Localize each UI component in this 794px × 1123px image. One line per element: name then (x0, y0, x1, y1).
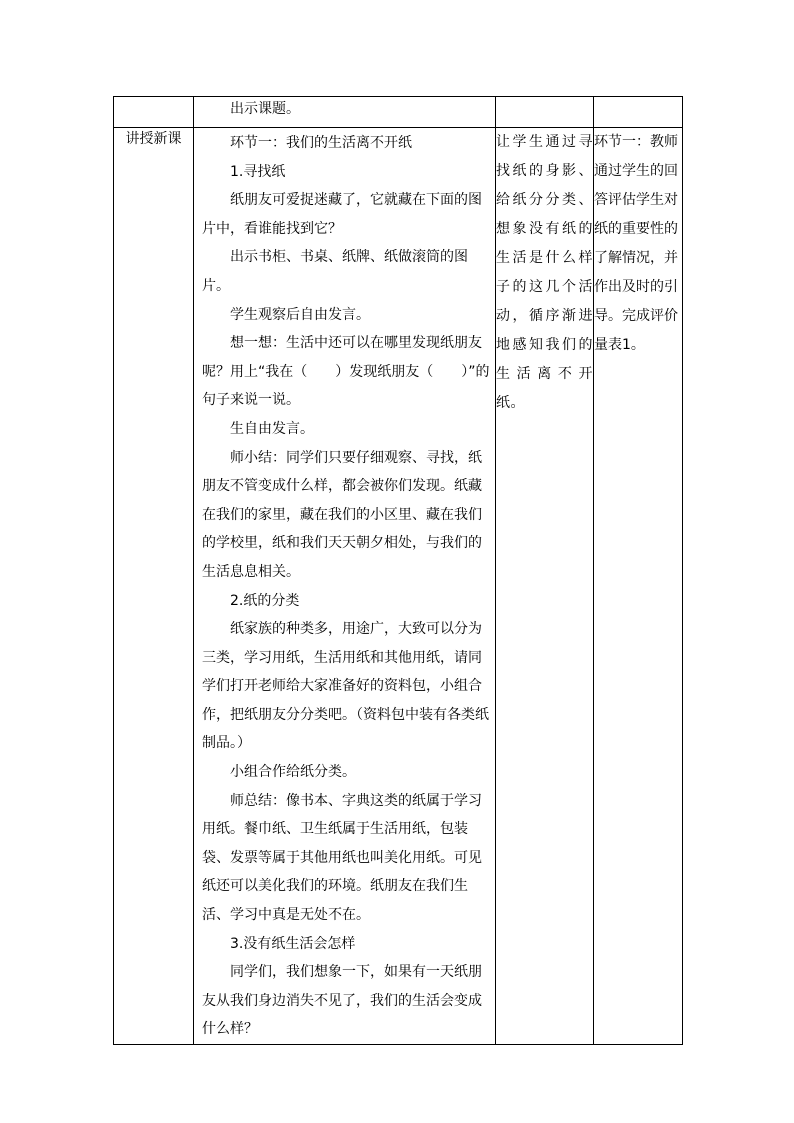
content-paragraph: 纸家族的种类多，用途广，大致可以分为三类，学习用纸，生活用纸和其他用纸，请同学们打开老师给大家准备好的资料包，小组合作，把纸朋友分分类吧。（资料包中装有各类纸制品。） (202, 621, 489, 752)
intent-cell-empty (496, 97, 594, 128)
evaluation-cell: 环节一：教师通过学生的回答评估学生对纸的重要性的了解情况，并作出及时的引导。完成评价量表1。 (594, 128, 683, 1045)
content-paragraph: 师总结：像书本、字典这类的纸属于学习用纸。餐巾纸、卫生纸属于生活用纸，包装袋、发票等属于其他用纸也叫美化用纸。可见纸还可以美化我们的环境。纸朋友在我们生活、学习中真是无处不在。 (202, 792, 482, 924)
content-paragraph: 出示书柜、书桌、纸牌、纸做滚筒的图片。 (202, 249, 468, 294)
content-paragraph: 生自由发言。 (230, 420, 314, 437)
section-cell-empty (114, 97, 194, 128)
table-row (114, 97, 683, 128)
section-label: 讲授新课 (114, 128, 194, 1045)
content-paragraph: 3.没有纸生活会怎样 (230, 935, 356, 952)
content-cell (194, 97, 496, 128)
content-paragraph: 想一想：生活中还可以在哪里发现纸朋友呢？用上“我在（ ）发现纸朋友（ ）”的句子来说一说。 (202, 335, 490, 409)
content-paragraph: 同学们，我们想象一下，如果有一天纸朋友从我们身边消失不见了，我们的生活会变成什么样？ (202, 964, 482, 1038)
content-paragraph: 1.寻找纸 (230, 163, 286, 180)
content-paragraph: 2.纸的分类 (230, 592, 300, 609)
content-paragraph: 纸朋友可爱捉迷藏了，它就藏在下面的图片中，看谁能找到它？ (202, 192, 482, 237)
lesson-plan-table (113, 96, 683, 1045)
table-row (114, 128, 683, 1045)
content-paragraph: 学生观察后自由发言。 (230, 306, 370, 323)
content-paragraph: 小组合作给纸分类。 (230, 764, 356, 781)
content-paragraph: 师小结：同学们只要仔细观察、寻找，纸朋友不管变成什么样，都会被你们发现。纸藏在我们的家里，藏在我们的小区里、藏在我们的学校里，纸和我们天天朝夕相处，与我们的生活息息相关。 (202, 449, 482, 580)
content-cell (194, 128, 496, 1045)
content-paragraph: 环节一：我们的生活离不开纸 (230, 135, 412, 151)
content-paragraph: 出示课题。 (230, 101, 300, 117)
evaluation-cell-empty (594, 97, 683, 128)
design-intent-cell: 让学生通过寻找纸的身影、给纸分分类、想象没有纸的生活是什么样子的这几个活动，循序渐进地感知我们的生活离不开纸。 (496, 128, 594, 1045)
